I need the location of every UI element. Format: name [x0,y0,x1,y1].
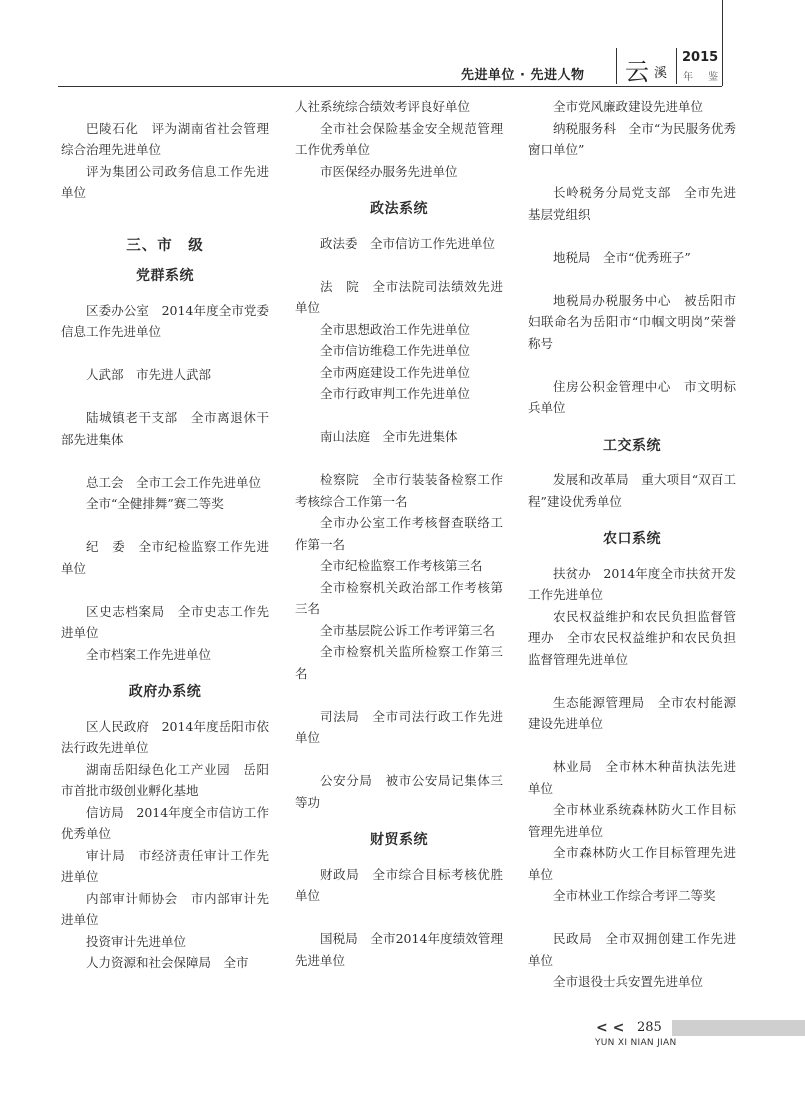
award-entry: 财政局 全市综合目标考核优胜单位 [295,866,503,903]
yearbook-name: YUN XI NIAN JIAN [595,1038,677,1048]
header-rule [58,86,722,87]
header-divider [676,48,677,84]
award-entry: 审计局 市经济责任审计工作先进单位 [61,847,269,884]
text-column-2 [295,96,503,971]
header-section-title: 先进单位 · 先进人物 [461,68,585,83]
text-column-3 [528,96,736,993]
award-entry: 民政局 全市双拥创建工作先进单位 [528,931,736,968]
award-entry: 南山法庭 全市先进集体 [320,429,458,444]
award-entry: 全市办公室工作考核督查联络工作第一名 [295,515,503,552]
yearbook-logo: 云 [625,58,649,86]
award-entry: 投资审计先进单位 [86,933,187,949]
header-yearbook-label: 年 鉴 [683,72,725,83]
award-entry: 区委办公室 2014年度全市党委信息工作先进单位 [61,302,269,339]
award-entry: 林业局 全市林木种苗执法先进单位 [528,759,736,796]
award-entry: 人力资源和社会保障局 全市 [86,955,249,970]
page-arrows: < < [596,1020,625,1036]
award-entry: 纪 委 全市纪检监察工作先进单位 [61,539,269,576]
award-entry: 农民权益维护和农民负担监督管理办 全市农民权益维护和农民负担监督管理先进单位 [528,608,736,667]
level-heading: 三、市 级 [126,237,204,254]
award-entry: 全市档案工作先进单位 [86,646,212,662]
award-entry: 全市检察机关监所检察工作第三名 [295,644,503,681]
section-heading: 党群系统 [136,268,194,284]
footer-bar [672,1020,805,1036]
yearbook-logo-small: 溪 [654,66,668,81]
award-entry: 全市森林防火工作目标管理先进单位 [528,845,736,882]
award-entry: 评为集团公司政务信息工作先进单位 [61,163,269,200]
award-entry: 人武部 市先进人武部 [86,367,212,382]
award-entry: 区史志档案局 全市史志工作先进单位 [61,603,269,640]
award-entry: 全市党风廉政建设先进单位 [553,99,704,114]
award-entry: 法 院 全市法院司法绩效先进单位 [295,278,503,315]
award-entry: 发展和改革局 重大项目“双百工程”建设优秀单位 [528,472,736,509]
award-entry: 陆城镇老干支部 全市离退休干部先进集体 [61,410,269,447]
award-entry: 公安分局 被市公安局记集体三等功 [295,773,503,810]
award-entry: 扶贫办 2014年度全市扶贫开发工作先进单位 [528,565,736,602]
award-entry: 国税局 全市2014年度绩效管理先进单位 [295,931,503,968]
award-entry: 地税局办税服务中心 被岳阳市妇联命名为岳阳市“巾帼文明岗”荣誉称号 [528,292,736,351]
award-entry: 司法局 全市司法行政工作先进单位 [295,708,503,745]
section-heading: 农口系统 [603,531,661,547]
award-entry: 信访局 2014年度全市信访工作优秀单位 [61,804,269,841]
award-entry: 人社系统综合绩效考评良好单位 [295,99,471,114]
award-entry: 内部审计师协会 市内部审计先进单位 [61,890,269,927]
award-entry: 全市行政审判工作先进单位 [320,386,471,401]
section-heading: 工交系统 [603,437,661,454]
page-number: 285 [637,1020,662,1035]
header-year: 2015 [682,50,719,65]
award-entry: 区人民政府 2014年度岳阳市依法行政先进单位 [61,718,269,755]
award-entry: 全市退役士兵安置先进单位 [553,974,704,989]
award-entry: 全市“全健排舞”赛二等奖 [86,496,224,511]
award-entry: 湖南岳阳绿色化工产业园 岳阳市首批市级创业孵化基地 [61,761,269,798]
award-entry: 住房公积金管理中心 市文明标兵单位 [528,378,736,415]
award-entry: 全市两庭建设工作先进单位 [320,364,471,380]
section-heading: 政府办系统 [128,684,202,700]
header-divider [616,48,617,84]
award-entry: 纳税服务科 全市“为民服务优秀窗口单位” [528,120,736,157]
award-entry: 巴陵石化 评为湖南省社会管理综合治理先进单位 [61,120,269,157]
award-entry: 全市检察机关政治部工作考核第三名 [295,579,503,616]
award-entry: 全市基层院公诉工作考评第三名 [320,622,496,638]
award-entry: 全市林业系统森林防火工作目标管理先进单位 [528,802,736,839]
award-entry: 全市林业工作综合考评二等奖 [553,888,716,903]
award-entry: 全市信访维稳工作先进单位 [320,343,471,358]
award-entry: 检察院 全市行装装备检察工作考核综合工作第一名 [295,472,503,509]
award-entry: 生态能源管理局 全市农村能源建设先进单位 [528,694,736,731]
text-column-1 [61,96,269,974]
award-entry: 总工会 全市工会工作先进单位 [86,474,262,490]
section-heading: 政法系统 [370,201,428,217]
award-entry: 长岭税务分局党支部 全市先进基层党组织 [528,185,736,222]
award-entry: 政法委 全市信访工作先进单位 [320,235,496,251]
award-entry: 全市纪检监察工作考核第三名 [320,558,483,573]
award-entry: 市医保经办服务先进单位 [320,163,458,179]
section-heading: 财贸系统 [370,832,428,848]
award-entry: 全市社会保险基金安全规范管理工作优秀单位 [295,120,503,157]
award-entry: 地税局 全市“优秀班子” [553,249,691,265]
award-entry: 全市思想政治工作先进单位 [320,321,471,337]
